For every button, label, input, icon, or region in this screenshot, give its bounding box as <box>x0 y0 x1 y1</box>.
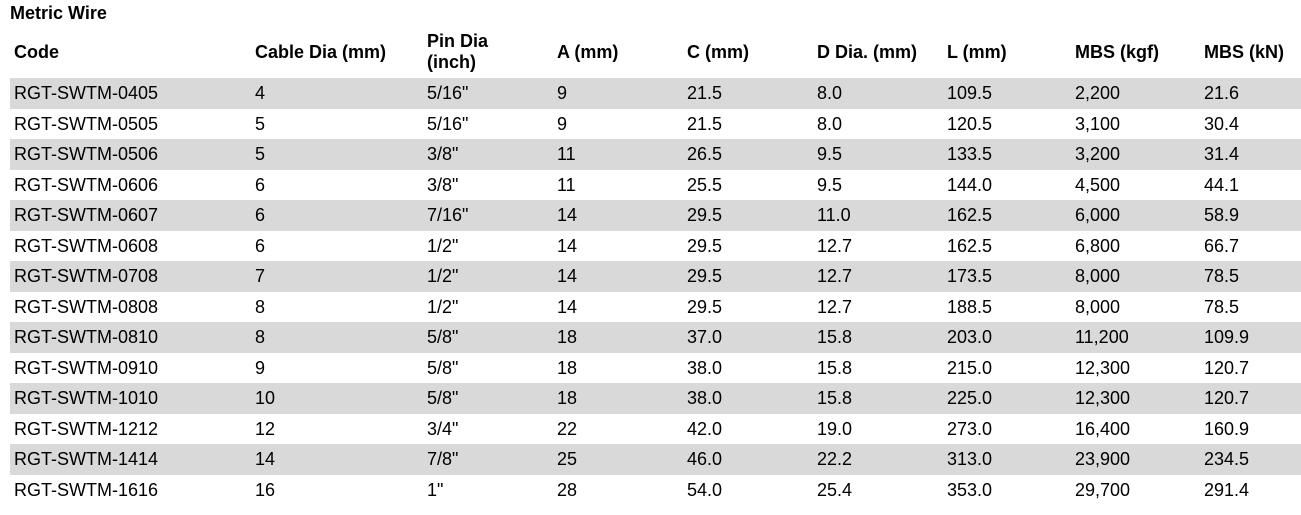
cell-l: 144.0 <box>947 174 993 195</box>
cell-c: 38.0 <box>683 383 813 414</box>
cell-a: 14 <box>553 261 683 292</box>
cell-cable-dia: 8 <box>251 322 423 353</box>
cell-mbs-kn: 234.5 <box>1200 444 1301 475</box>
table-row <box>10 139 1301 170</box>
cell-c: 29.5 <box>687 235 723 256</box>
cell-l: 203.0 <box>943 322 1071 353</box>
cell-a: 18 <box>553 383 683 414</box>
table-row <box>10 109 1301 140</box>
header-mbs-kgf: MBS (kgf) <box>1075 41 1159 62</box>
cell-a: 18 <box>553 322 683 353</box>
cell-code: RGT-SWTM-1010 <box>10 383 251 414</box>
table-row <box>10 475 1301 506</box>
cell-d-dia: 12.7 <box>813 261 943 292</box>
header-row <box>10 26 1301 78</box>
cell-pin-dia: 3/8" <box>427 174 459 195</box>
table-row <box>10 261 1301 292</box>
cell-pin-dia: 1/2" <box>427 296 459 317</box>
cell-l: 188.5 <box>947 296 993 317</box>
cell-mbs-kn: 120.7 <box>1200 383 1301 414</box>
cell-mbs-kn: 44.1 <box>1204 174 1240 195</box>
cell-mbs-kgf: 3,200 <box>1071 139 1200 170</box>
cell-d-dia: 15.8 <box>813 383 943 414</box>
header-d-dia: D Dia. (mm) <box>817 41 918 62</box>
cell-code: RGT-SWTM-1616 <box>14 479 159 500</box>
cell-a: 18 <box>557 357 578 378</box>
cell-pin-dia: 5/8" <box>423 322 553 353</box>
cell-d-dia: 19.0 <box>817 418 853 439</box>
cell-mbs-kn: 109.9 <box>1200 322 1301 353</box>
table-row <box>10 231 1301 262</box>
cell-code: RGT-SWTM-0505 <box>14 113 159 134</box>
cell-cable-dia: 6 <box>255 174 266 195</box>
cell-c: 25.5 <box>687 174 723 195</box>
cell-pin-dia: 1/2" <box>423 261 553 292</box>
table-row <box>10 383 1301 414</box>
table-row <box>10 444 1301 475</box>
cell-d-dia: 25.4 <box>817 479 853 500</box>
cell-mbs-kn: 160.9 <box>1204 418 1250 439</box>
cell-l: 162.5 <box>943 200 1071 231</box>
cell-pin-dia: 5/8" <box>423 383 553 414</box>
cell-mbs-kgf: 6,000 <box>1071 200 1200 231</box>
header-mbs-kn: MBS (kN) <box>1204 41 1284 62</box>
cell-pin-dia: 5/16" <box>423 78 553 109</box>
table-row <box>10 292 1301 323</box>
cell-mbs-kgf: 4,500 <box>1075 174 1121 195</box>
cell-mbs-kgf: 8,000 <box>1075 296 1121 317</box>
cell-mbs-kn: 31.4 <box>1200 139 1301 170</box>
cell-cable-dia: 5 <box>255 113 266 134</box>
cell-cable-dia: 6 <box>255 235 266 256</box>
table-row <box>10 414 1301 445</box>
cell-a: 14 <box>557 296 578 317</box>
cell-cable-dia: 12 <box>255 418 276 439</box>
cell-l: 109.5 <box>943 78 1071 109</box>
cell-a: 22 <box>557 418 578 439</box>
table-row <box>10 170 1301 201</box>
cell-d-dia: 15.8 <box>813 322 943 353</box>
cell-code: RGT-SWTM-1414 <box>10 444 251 475</box>
cell-c: 37.0 <box>683 322 813 353</box>
cell-mbs-kn: 120.7 <box>1204 357 1250 378</box>
table-row <box>10 200 1301 231</box>
header-pin-dia: Pin Dia (inch) <box>427 31 489 72</box>
cell-cable-dia: 8 <box>255 296 266 317</box>
cell-cable-dia: 4 <box>251 78 423 109</box>
cell-l: 162.5 <box>947 235 993 256</box>
cell-cable-dia: 5 <box>251 139 423 170</box>
header-l: L (mm) <box>947 41 1007 62</box>
cell-d-dia: 12.7 <box>817 296 853 317</box>
cell-c: 42.0 <box>687 418 723 439</box>
cell-pin-dia: 5/8" <box>427 357 459 378</box>
cell-a: 9 <box>557 113 568 134</box>
cell-cable-dia: 14 <box>251 444 423 475</box>
cell-code: RGT-SWTM-0708 <box>10 261 251 292</box>
spec-table <box>10 26 1301 505</box>
cell-d-dia: 15.8 <box>817 357 853 378</box>
table-row <box>10 78 1301 109</box>
cell-c: 29.5 <box>687 296 723 317</box>
cell-cable-dia: 9 <box>255 357 266 378</box>
cell-c: 26.5 <box>683 139 813 170</box>
cell-code: RGT-SWTM-0607 <box>10 200 251 231</box>
cell-mbs-kn: 58.9 <box>1200 200 1301 231</box>
cell-a: 11 <box>553 139 683 170</box>
cell-d-dia: 22.2 <box>813 444 943 475</box>
cell-cable-dia: 7 <box>251 261 423 292</box>
cell-d-dia: 8.0 <box>813 78 943 109</box>
cell-pin-dia: 7/16" <box>423 200 553 231</box>
cell-d-dia: 9.5 <box>813 139 943 170</box>
cell-code: RGT-SWTM-0506 <box>10 139 251 170</box>
header-code: Code <box>14 41 59 62</box>
table-body <box>10 78 1301 505</box>
cell-a: 28 <box>557 479 578 500</box>
cell-a: 11 <box>557 174 576 195</box>
cell-pin-dia: 3/8" <box>423 139 553 170</box>
cell-c: 54.0 <box>687 479 723 500</box>
cell-a: 25 <box>553 444 683 475</box>
cell-pin-dia: 7/8" <box>423 444 553 475</box>
cell-mbs-kgf: 8,000 <box>1071 261 1200 292</box>
cell-code: RGT-SWTM-0910 <box>14 357 159 378</box>
cell-code: RGT-SWTM-0608 <box>14 235 159 256</box>
cell-c: 21.5 <box>687 113 723 134</box>
cell-code: RGT-SWTM-1212 <box>14 418 159 439</box>
cell-mbs-kn: 78.5 <box>1200 261 1301 292</box>
cell-code: RGT-SWTM-0405 <box>10 78 251 109</box>
cell-mbs-kgf: 23,900 <box>1071 444 1200 475</box>
cell-code: RGT-SWTM-0810 <box>10 322 251 353</box>
cell-mbs-kgf: 16,400 <box>1075 418 1131 439</box>
cell-l: 133.5 <box>943 139 1071 170</box>
cell-mbs-kgf: 12,300 <box>1071 383 1200 414</box>
header-cable-dia: Cable Dia (mm) <box>255 41 387 62</box>
cell-mbs-kgf: 12,300 <box>1075 357 1131 378</box>
cell-code: RGT-SWTM-0808 <box>14 296 159 317</box>
cell-mbs-kgf: 6,800 <box>1075 235 1121 256</box>
cell-c: 29.5 <box>683 200 813 231</box>
cell-a: 14 <box>553 200 683 231</box>
cell-l: 215.0 <box>947 357 993 378</box>
table-row <box>10 353 1301 384</box>
cell-mbs-kn: 30.4 <box>1204 113 1240 134</box>
cell-a: 9 <box>553 78 683 109</box>
cell-d-dia: 8.0 <box>817 113 843 134</box>
cell-d-dia: 12.7 <box>817 235 853 256</box>
cell-cable-dia: 16 <box>255 479 276 500</box>
cell-l: 313.0 <box>943 444 1071 475</box>
cell-l: 273.0 <box>947 418 993 439</box>
cell-mbs-kgf: 3,100 <box>1075 113 1121 134</box>
cell-mbs-kn: 21.6 <box>1200 78 1301 109</box>
cell-l: 120.5 <box>947 113 993 134</box>
cell-mbs-kgf: 11,200 <box>1071 322 1200 353</box>
header-c: C (mm) <box>687 41 749 62</box>
cell-d-dia: 11.0 <box>813 200 943 231</box>
cell-d-dia: 9.5 <box>817 174 843 195</box>
cell-mbs-kgf: 29,700 <box>1075 479 1131 500</box>
cell-mbs-kn: 78.5 <box>1204 296 1240 317</box>
cell-l: 225.0 <box>943 383 1071 414</box>
section-title: Metric Wire <box>10 3 107 23</box>
table-row <box>10 322 1301 353</box>
cell-pin-dia: 3/4" <box>427 418 459 439</box>
cell-pin-dia: 1" <box>427 479 444 500</box>
cell-l: 353.0 <box>947 479 993 500</box>
cell-cable-dia: 6 <box>251 200 423 231</box>
cell-code: RGT-SWTM-0606 <box>14 174 159 195</box>
cell-mbs-kn: 291.4 <box>1204 479 1250 500</box>
cell-pin-dia: 5/16" <box>427 113 469 134</box>
cell-a: 14 <box>557 235 578 256</box>
cell-mbs-kn: 66.7 <box>1204 235 1240 256</box>
cell-c: 29.5 <box>683 261 813 292</box>
cell-mbs-kgf: 2,200 <box>1071 78 1200 109</box>
header-a: A (mm) <box>557 41 619 62</box>
cell-cable-dia: 10 <box>251 383 423 414</box>
cell-pin-dia: 1/2" <box>427 235 459 256</box>
cell-c: 38.0 <box>687 357 723 378</box>
cell-c: 46.0 <box>683 444 813 475</box>
cell-c: 21.5 <box>683 78 813 109</box>
cell-l: 173.5 <box>943 261 1071 292</box>
